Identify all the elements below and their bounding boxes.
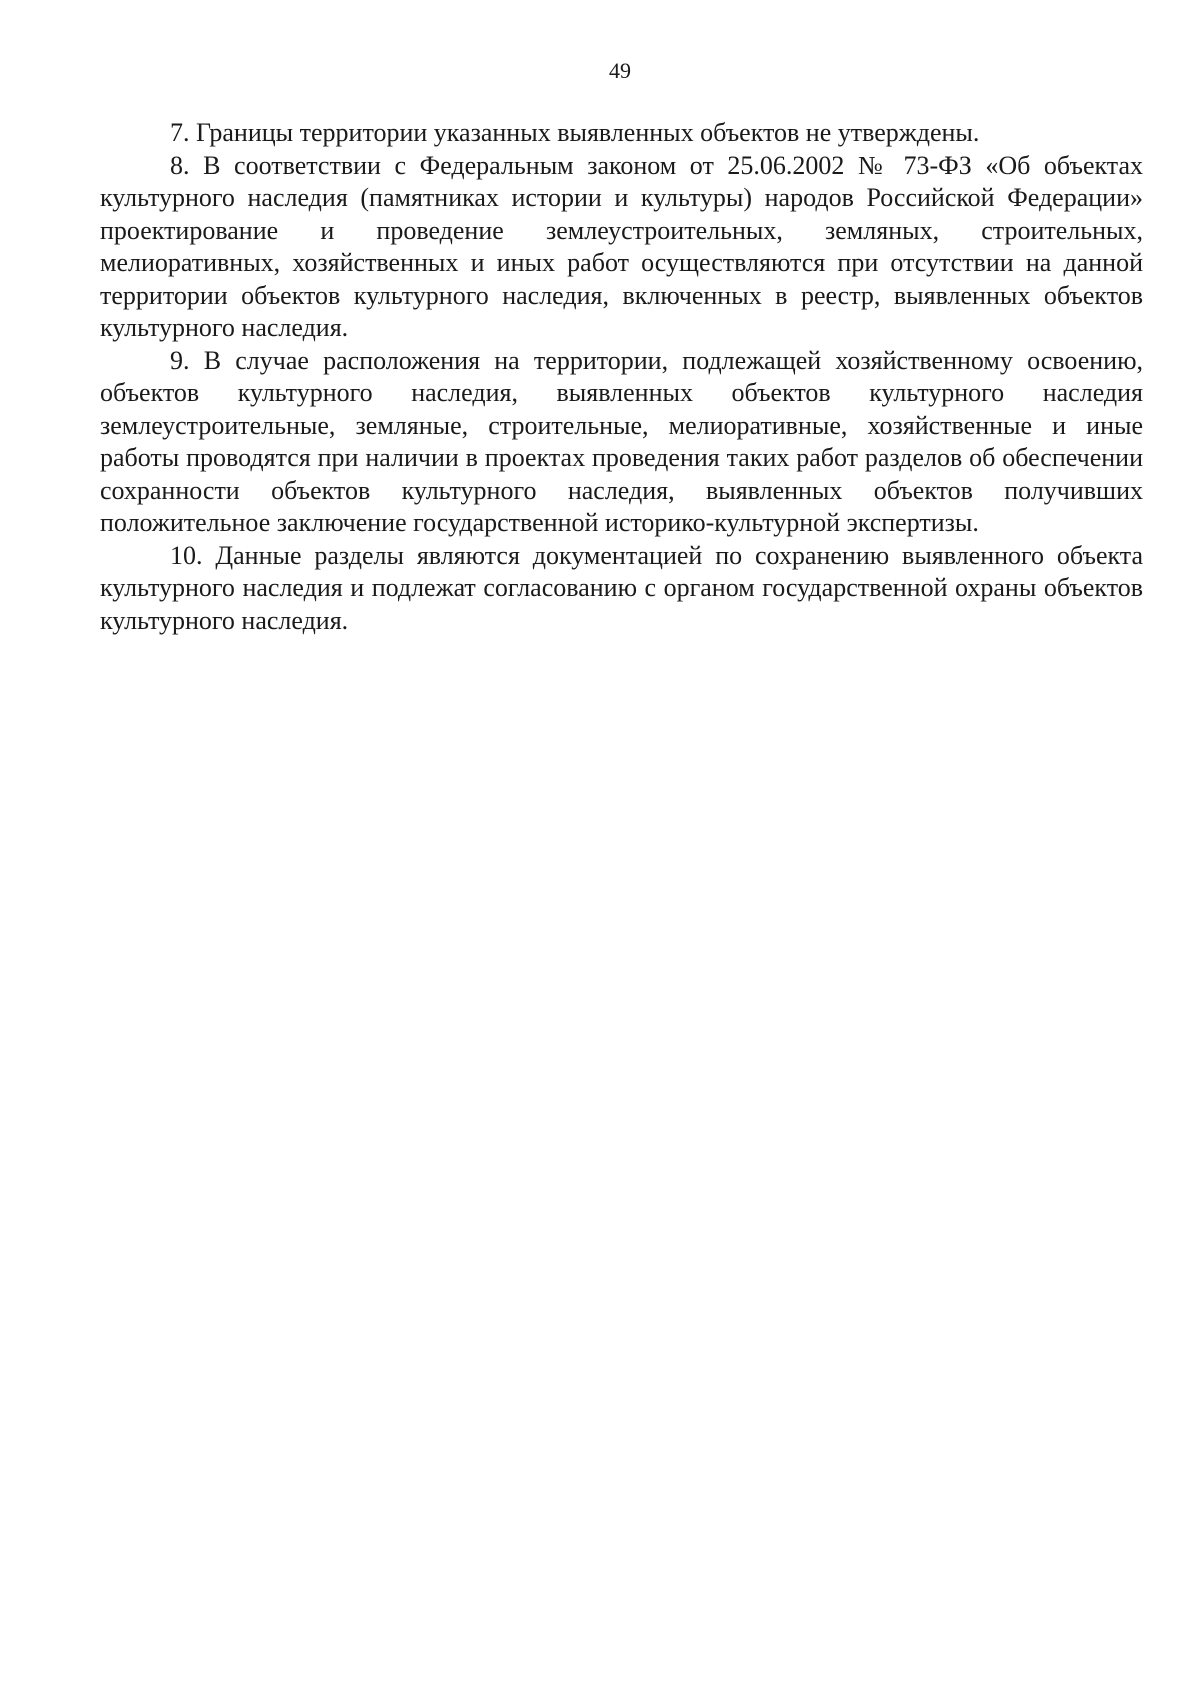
document-body <box>100 117 1143 637</box>
paragraph-10: 10. Данные разделы являются документацией по сохранению выявленного объекта культурного наследия и подлежат согласованию с органом государственной охраны объектов культурного наследия. <box>100 540 1143 635</box>
page-number: 49 <box>609 58 631 83</box>
paragraph-9: 9. В случае расположения на территории, подлежащей хозяйственному освоению, объектов культурного наследия, выявленных объектов культурного наследия землеустроительные, земляные, строительные, мелиоративные, хозяйственные и иные работы проводятся при наличии в проектах проведения таких работ разделов об обеспечении сохранности объектов культурного наследия, выявленных объектов получивших положительное заключение государственной историко-культурной экспертизы. <box>100 345 1143 537</box>
paragraph-8: 8. В соответствии с Федеральным законом от 25.06.2002 № 73-ФЗ «Об объектах культурного наследия (памятниках истории и культуры) народов Российской Федерации» проектирование и проведение землеустроительных, земляных, строительных, мелиоративных, хозяйственных и иных работ осуществляются при отсутствии на данной территории объектов культурного наследия, включенных в реестр, выявленных объектов культурного наследия. <box>100 150 1143 342</box>
paragraph-7: 7. Границы территории указанных выявленных объектов не утверждены. <box>170 118 980 147</box>
